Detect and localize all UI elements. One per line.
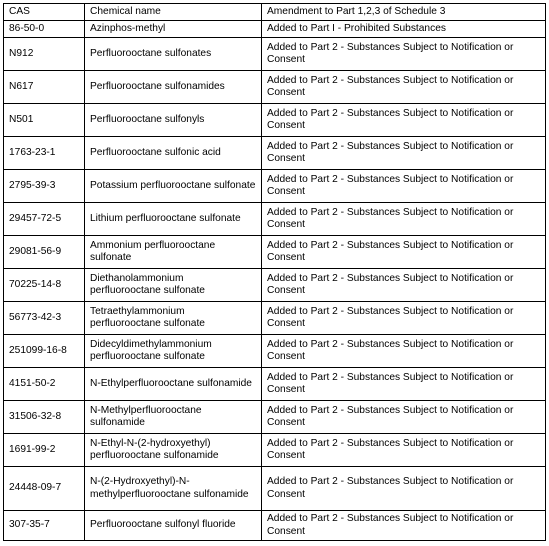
chemical-name-cell: Perfluorooctane sulfonic acid <box>85 137 262 170</box>
chemical-name-cell: Didecyldimethylammonium perfluorooctane sulfonate <box>85 335 262 368</box>
table-row <box>4 401 546 434</box>
amendment-cell: Added to Part 2 - Substances Subject to Notification or Consent <box>262 203 546 236</box>
cas-cell: 70225-14-8 <box>4 269 85 302</box>
table-row <box>4 104 546 137</box>
cas-cell: 1763-23-1 <box>4 137 85 170</box>
amendment-cell: Added to Part 2 - Substances Subject to Notification or Consent <box>262 38 546 71</box>
table-row <box>4 236 546 269</box>
chemical-name-cell: Perfluorooctane sulfonyls <box>85 104 262 137</box>
table-row <box>4 203 546 236</box>
cas-cell: 29457-72-5 <box>4 203 85 236</box>
chemical-name-cell: Diethanolammonium perfluorooctane sulfonate <box>85 269 262 302</box>
chemical-name-cell: Ammonium perfluorooctane sulfonate <box>85 236 262 269</box>
cas-cell: 31506-32-8 <box>4 401 85 434</box>
amendment-cell: Added to Part 2 - Substances Subject to Notification or Consent <box>262 170 546 203</box>
chemical-name-cell: N-Ethyl-N-(2-hydroxyethyl) perfluorooctane sulfonamide <box>85 434 262 467</box>
table-row <box>4 21 546 38</box>
cas-cell: 56773-42-3 <box>4 302 85 335</box>
cas-cell: 4151-50-2 <box>4 368 85 401</box>
table-row <box>4 335 546 368</box>
table-row <box>4 269 546 302</box>
chemical-name-cell: Perfluorooctane sulfonates <box>85 38 262 71</box>
chemical-name-cell: Perfluorooctane sulfonamides <box>85 71 262 104</box>
cas-cell: 24448-09-7 <box>4 467 85 511</box>
schedule-3-amendments-table <box>3 3 546 541</box>
chemical-name-cell: N-Ethylperfluorooctane sulfonamide <box>85 368 262 401</box>
table-row <box>4 170 546 203</box>
amendment-cell: Added to Part 2 - Substances Subject to Notification or Consent <box>262 269 546 302</box>
cas-cell: 2795-39-3 <box>4 170 85 203</box>
chemical-name-cell: Tetraethylammonium perfluorooctane sulfonate <box>85 302 262 335</box>
header-cas: CAS <box>4 4 85 21</box>
table-row <box>4 467 546 511</box>
table-row <box>4 302 546 335</box>
table-header-row <box>4 4 546 21</box>
amendment-cell: Added to Part 2 - Substances Subject to Notification or Consent <box>262 71 546 104</box>
header-chemical-name: Chemical name <box>85 4 262 21</box>
table-row <box>4 511 546 541</box>
table-row <box>4 38 546 71</box>
amendment-cell: Added to Part 2 - Substances Subject to Notification or Consent <box>262 401 546 434</box>
amendment-cell: Added to Part 2 - Substances Subject to Notification or Consent <box>262 335 546 368</box>
cas-cell: N501 <box>4 104 85 137</box>
table-row <box>4 137 546 170</box>
amendment-cell: Added to Part I - Prohibited Substances <box>262 21 546 38</box>
table-row <box>4 434 546 467</box>
amendment-cell: Added to Part 2 - Substances Subject to Notification or Consent <box>262 368 546 401</box>
amendment-cell: Added to Part 2 - Substances Subject to Notification or Consent <box>262 467 546 511</box>
chemical-name-cell: N-Methylperfluorooctane sulfonamide <box>85 401 262 434</box>
cas-cell: 251099-16-8 <box>4 335 85 368</box>
cas-cell: 307-35-7 <box>4 511 85 541</box>
cas-cell: N912 <box>4 38 85 71</box>
cas-cell: 1691-99-2 <box>4 434 85 467</box>
chemical-name-cell: Azinphos-methyl <box>85 21 262 38</box>
cas-cell: 29081-56-9 <box>4 236 85 269</box>
cas-cell: 86-50-0 <box>4 21 85 38</box>
table-row <box>4 368 546 401</box>
amendment-cell: Added to Part 2 - Substances Subject to Notification or Consent <box>262 302 546 335</box>
chemical-name-cell: Perfluorooctane sulfonyl fluoride <box>85 511 262 541</box>
amendment-cell: Added to Part 2 - Substances Subject to Notification or Consent <box>262 104 546 137</box>
amendment-cell: Added to Part 2 - Substances Subject to Notification or Consent <box>262 236 546 269</box>
amendment-cell: Added to Part 2 - Substances Subject to Notification or Consent <box>262 434 546 467</box>
amendment-cell: Added to Part 2 - Substances Subject to Notification or Consent <box>262 511 546 541</box>
amendment-cell: Added to Part 2 - Substances Subject to Notification or Consent <box>262 137 546 170</box>
cas-cell: N617 <box>4 71 85 104</box>
chemical-name-cell: Lithium perfluorooctane sulfonate <box>85 203 262 236</box>
header-amendment: Amendment to Part 1,2,3 of Schedule 3 <box>262 4 546 21</box>
chemical-name-cell: Potassium perfluorooctane sulfonate <box>85 170 262 203</box>
table-row <box>4 71 546 104</box>
chemical-name-cell: N-(2-Hydroxyethyl)-N-methylperfluorooctane sulfonamide <box>85 467 262 511</box>
